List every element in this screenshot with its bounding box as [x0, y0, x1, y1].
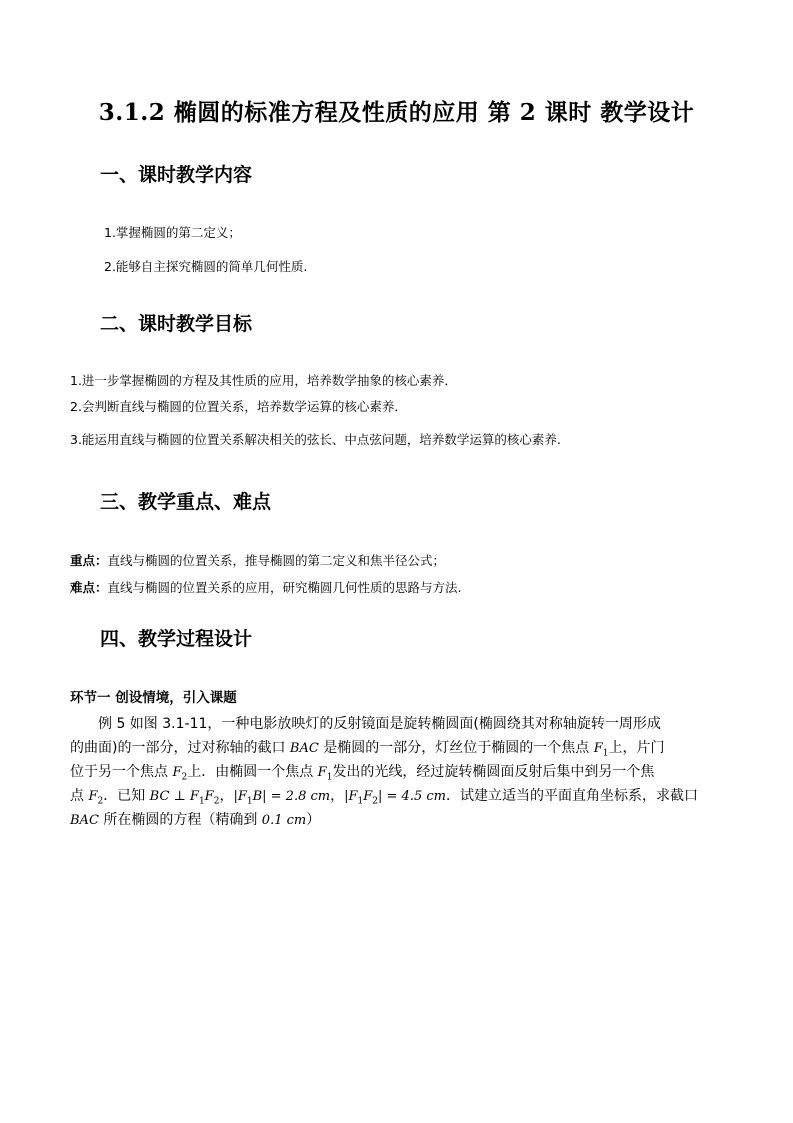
example-line-2: [70, 736, 730, 760]
example-line-1: 例 5 如图 3.1-11，一种电影放映灯的反射镜面是旋转椭圆面(椭圆绕其对称轴旋转一周形成: [98, 716, 661, 732]
math-subscript: 1: [357, 796, 364, 807]
text-fragment: ，: [219, 788, 234, 804]
objective-item-3: 3.能运用直线与椭圆的位置关系解决相关的弦长、中点弦问题，培养数学运算的核心素养.: [70, 432, 561, 447]
math-f1: [593, 741, 609, 759]
math-f1: [317, 765, 333, 783]
text-fragment: 位于另一个焦点: [70, 764, 173, 780]
math-symbol: F: [172, 765, 182, 780]
math-subscript: 1: [326, 772, 333, 783]
text-fragment: 上．由椭圆一个焦点: [187, 764, 318, 780]
text-fragment: 所在椭圆的方程（精确到: [98, 812, 262, 828]
text-fragment: 的曲面)的一部分，过对称轴的截口: [70, 740, 290, 756]
math-subscript: 2: [372, 796, 378, 807]
math-symbol: F: [204, 789, 214, 804]
example-line-5: [70, 808, 730, 832]
math-subscript: 1: [602, 748, 609, 759]
page-title: 3.1.2 椭圆的标准方程及性质的应用 第 2 课时 教学设计: [98, 99, 695, 126]
math-bac: BAC: [289, 741, 319, 756]
text-fragment: 点: [70, 788, 89, 804]
text-fragment: ．试建立适当的平面直角坐标系，求截口: [445, 788, 698, 804]
text-fragment: ．已知: [103, 788, 150, 804]
key-point-text: 直线与椭圆的位置关系，推导椭圆的第二定义和焦半径公式；: [107, 553, 446, 568]
math-symbol: F: [317, 765, 327, 780]
math-symbol: |F: [344, 789, 358, 804]
math-subscript: 2: [213, 796, 220, 807]
section-heading-content: 一、课时教学内容: [100, 164, 253, 186]
key-point-line: [70, 551, 445, 569]
stage-one-heading: 环节一 创设情境，引入课题: [70, 690, 237, 706]
math-symbol: B| = 2.8 cm: [252, 789, 331, 804]
math-f2: [172, 765, 188, 783]
math-symbol: BC ⊥ F: [149, 789, 199, 804]
objective-item-1: 1.进一步掌握椭圆的方程及其性质的应用，培养数学抽象的核心素养．: [70, 373, 457, 388]
example-line-4: [70, 784, 730, 808]
difficulty-label: 难点：: [70, 580, 108, 595]
math-subscript: 2: [181, 772, 188, 783]
text-fragment: 上，片门: [608, 740, 665, 756]
section-heading-keypoints: 三、教学重点、难点: [100, 491, 272, 513]
math-subscript: 1: [246, 796, 253, 807]
math-symbol: F: [593, 741, 603, 756]
math-subscript: 2: [97, 796, 104, 807]
math-symbol: F: [88, 789, 98, 804]
math-symbol: | = 4.5 cm: [378, 789, 446, 804]
objective-item-2: 2.会判断直线与椭圆的位置关系，培养数学运算的核心素养．: [70, 399, 407, 414]
example-paragraph: [70, 712, 730, 832]
math-subscript: 1: [198, 796, 205, 807]
section-heading-objectives: 二、课时教学目标: [100, 313, 253, 335]
math-symbol: |F: [233, 789, 247, 804]
content-item-2: 2.能够自主探究椭圆的简单几何性质.: [104, 259, 308, 274]
example-line-3: [70, 760, 730, 784]
math-perpendicular: [149, 789, 220, 807]
difficulty-line: [70, 578, 462, 596]
content-item-1: 1.掌握椭圆的第二定义；: [104, 225, 241, 240]
math-f2: [88, 789, 104, 807]
text-fragment: 发出的光线，经过旋转椭圆面反射后集中到另一个焦: [332, 764, 655, 780]
math-bac: BAC: [70, 813, 99, 828]
math-f1f2-length: [344, 789, 446, 807]
text-fragment: ，: [330, 788, 345, 804]
text-fragment: 是椭圆的一部分，灯丝位于椭圆的一个焦点: [318, 740, 594, 756]
difficulty-text: 直线与椭圆的位置关系的应用，研究椭圆几何性质的思路与方法.: [107, 580, 462, 595]
key-point-label: 重点：: [70, 553, 108, 568]
math-f1b-length: [233, 789, 331, 807]
math-symbol: F: [363, 789, 373, 804]
text-fragment: ）: [306, 812, 321, 828]
section-heading-process: 四、教学过程设计: [100, 628, 253, 650]
math-precision: 0.1 cm: [261, 813, 307, 828]
